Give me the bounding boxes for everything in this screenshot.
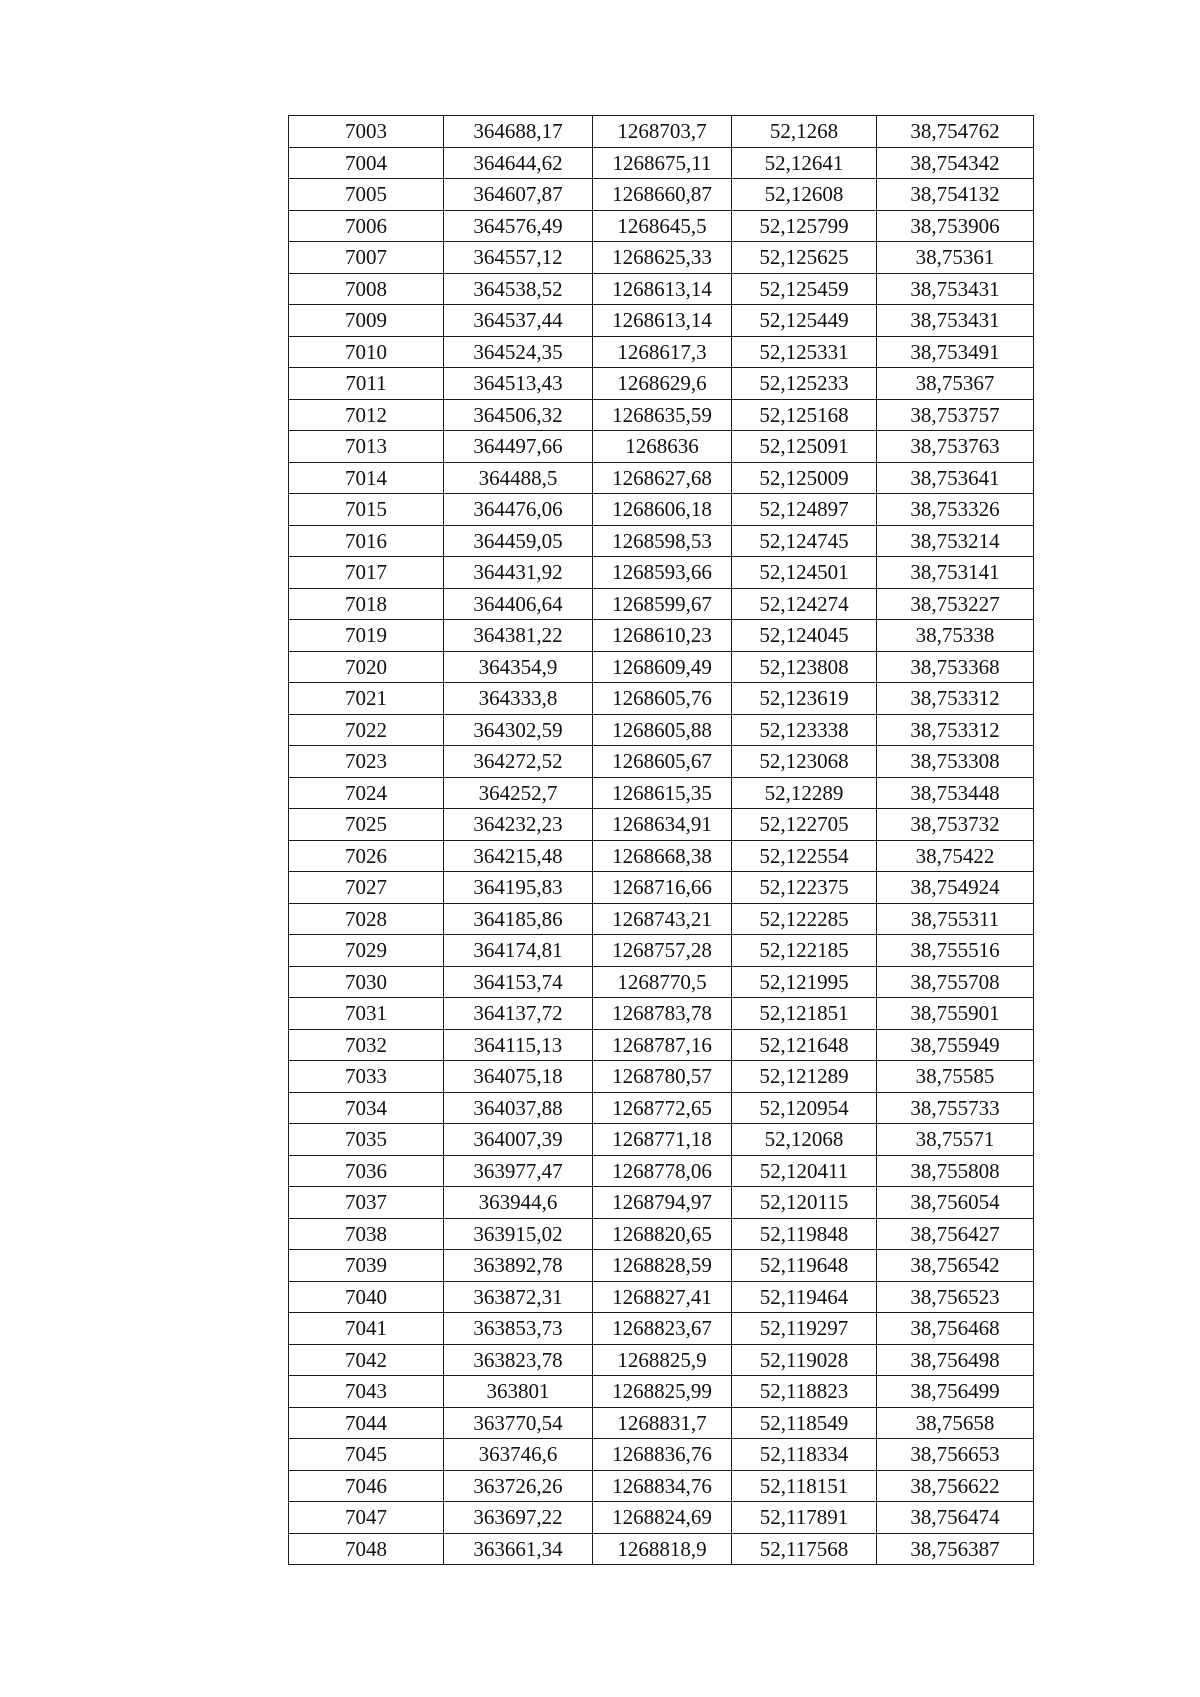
y-coordinate-cell: 1268609,49 [593,651,732,683]
y-coordinate-cell: 1268831,7 [593,1407,732,1439]
y-coordinate-cell: 1268593,66 [593,557,732,589]
point-number-cell: 7042 [289,1344,444,1376]
latitude-cell: 52,122554 [732,840,877,872]
longitude-cell: 38,756653 [877,1439,1034,1471]
longitude-cell: 38,753641 [877,462,1034,494]
y-coordinate-cell: 1268794,97 [593,1187,732,1219]
latitude-cell: 52,1268 [732,116,877,148]
longitude-cell: 38,754924 [877,872,1034,904]
longitude-cell: 38,753757 [877,399,1034,431]
latitude-cell: 52,121851 [732,998,877,1030]
table-row [289,1187,1034,1219]
table-row [289,1124,1034,1156]
table-row [289,1218,1034,1250]
y-coordinate-cell: 1268836,76 [593,1439,732,1471]
table-row [289,651,1034,683]
latitude-cell: 52,118823 [732,1376,877,1408]
longitude-cell: 38,753312 [877,683,1034,715]
table-row [289,147,1034,179]
point-number-cell: 7010 [289,336,444,368]
longitude-cell: 38,756427 [877,1218,1034,1250]
latitude-cell: 52,121995 [732,966,877,998]
y-coordinate-cell: 1268828,59 [593,1250,732,1282]
x-coordinate-cell: 364037,88 [444,1092,593,1124]
latitude-cell: 52,125459 [732,273,877,305]
latitude-cell: 52,125009 [732,462,877,494]
latitude-cell: 52,119464 [732,1281,877,1313]
y-coordinate-cell: 1268617,3 [593,336,732,368]
y-coordinate-cell: 1268635,59 [593,399,732,431]
x-coordinate-cell: 364576,49 [444,210,593,242]
latitude-cell: 52,125168 [732,399,877,431]
latitude-cell: 52,119028 [732,1344,877,1376]
x-coordinate-cell: 364431,92 [444,557,593,589]
latitude-cell: 52,117891 [732,1502,877,1534]
longitude-cell: 38,75338 [877,620,1034,652]
x-coordinate-cell: 364185,86 [444,903,593,935]
table-row [289,1155,1034,1187]
longitude-cell: 38,753141 [877,557,1034,589]
x-coordinate-cell: 363892,78 [444,1250,593,1282]
longitude-cell: 38,753906 [877,210,1034,242]
y-coordinate-cell: 1268818,9 [593,1533,732,1565]
longitude-cell: 38,753431 [877,273,1034,305]
longitude-cell: 38,755733 [877,1092,1034,1124]
x-coordinate-cell: 364406,64 [444,588,593,620]
table-row [289,966,1034,998]
point-number-cell: 7016 [289,525,444,557]
point-number-cell: 7024 [289,777,444,809]
x-coordinate-cell: 364524,35 [444,336,593,368]
y-coordinate-cell: 1268824,69 [593,1502,732,1534]
point-number-cell: 7006 [289,210,444,242]
x-coordinate-cell: 363697,22 [444,1502,593,1534]
point-number-cell: 7043 [289,1376,444,1408]
longitude-cell: 38,756523 [877,1281,1034,1313]
table-row [289,368,1034,400]
point-number-cell: 7038 [289,1218,444,1250]
x-coordinate-cell: 364137,72 [444,998,593,1030]
point-number-cell: 7032 [289,1029,444,1061]
point-number-cell: 7005 [289,179,444,211]
latitude-cell: 52,120411 [732,1155,877,1187]
longitude-cell: 38,75367 [877,368,1034,400]
table-row [289,777,1034,809]
table-row [289,1407,1034,1439]
latitude-cell: 52,124501 [732,557,877,589]
table-row [289,1376,1034,1408]
x-coordinate-cell: 363823,78 [444,1344,593,1376]
point-number-cell: 7045 [289,1439,444,1471]
latitude-cell: 52,125331 [732,336,877,368]
y-coordinate-cell: 1268606,18 [593,494,732,526]
point-number-cell: 7039 [289,1250,444,1282]
longitude-cell: 38,755949 [877,1029,1034,1061]
table-row [289,431,1034,463]
point-number-cell: 7037 [289,1187,444,1219]
y-coordinate-cell: 1268757,28 [593,935,732,967]
y-coordinate-cell: 1268625,33 [593,242,732,274]
x-coordinate-cell: 364252,7 [444,777,593,809]
point-number-cell: 7013 [289,431,444,463]
x-coordinate-cell: 364272,52 [444,746,593,778]
table-row [289,525,1034,557]
longitude-cell: 38,756387 [877,1533,1034,1565]
point-number-cell: 7041 [289,1313,444,1345]
y-coordinate-cell: 1268615,35 [593,777,732,809]
longitude-cell: 38,755516 [877,935,1034,967]
x-coordinate-cell: 363770,54 [444,1407,593,1439]
table-row [289,1313,1034,1345]
y-coordinate-cell: 1268778,06 [593,1155,732,1187]
longitude-cell: 38,755808 [877,1155,1034,1187]
longitude-cell: 38,753326 [877,494,1034,526]
y-coordinate-cell: 1268716,66 [593,872,732,904]
longitude-cell: 38,753368 [877,651,1034,683]
y-coordinate-cell: 1268613,14 [593,305,732,337]
table-row [289,1533,1034,1565]
y-coordinate-cell: 1268627,68 [593,462,732,494]
y-coordinate-cell: 1268610,23 [593,620,732,652]
longitude-cell: 38,75361 [877,242,1034,274]
longitude-cell: 38,756468 [877,1313,1034,1345]
table-row [289,620,1034,652]
latitude-cell: 52,125233 [732,368,877,400]
y-coordinate-cell: 1268605,67 [593,746,732,778]
table-row [289,494,1034,526]
table-row [289,714,1034,746]
point-number-cell: 7028 [289,903,444,935]
y-coordinate-cell: 1268660,87 [593,179,732,211]
y-coordinate-cell: 1268703,7 [593,116,732,148]
longitude-cell: 38,755708 [877,966,1034,998]
point-number-cell: 7012 [289,399,444,431]
point-number-cell: 7047 [289,1502,444,1534]
point-number-cell: 7025 [289,809,444,841]
point-number-cell: 7046 [289,1470,444,1502]
longitude-cell: 38,75585 [877,1061,1034,1093]
longitude-cell: 38,753763 [877,431,1034,463]
y-coordinate-cell: 1268743,21 [593,903,732,935]
x-coordinate-cell: 363872,31 [444,1281,593,1313]
x-coordinate-cell: 364333,8 [444,683,593,715]
point-number-cell: 7031 [289,998,444,1030]
table-row [289,116,1034,148]
point-number-cell: 7044 [289,1407,444,1439]
point-number-cell: 7020 [289,651,444,683]
table-row [289,1092,1034,1124]
y-coordinate-cell: 1268605,88 [593,714,732,746]
table-row [289,179,1034,211]
longitude-cell: 38,753448 [877,777,1034,809]
latitude-cell: 52,119848 [732,1218,877,1250]
latitude-cell: 52,122375 [732,872,877,904]
longitude-cell: 38,756622 [877,1470,1034,1502]
point-number-cell: 7007 [289,242,444,274]
x-coordinate-cell: 364115,13 [444,1029,593,1061]
longitude-cell: 38,756474 [877,1502,1034,1534]
x-coordinate-cell: 364488,5 [444,462,593,494]
x-coordinate-cell: 364459,05 [444,525,593,557]
latitude-cell: 52,120954 [732,1092,877,1124]
point-number-cell: 7026 [289,840,444,872]
longitude-cell: 38,754342 [877,147,1034,179]
table-row [289,1250,1034,1282]
y-coordinate-cell: 1268770,5 [593,966,732,998]
point-number-cell: 7015 [289,494,444,526]
y-coordinate-cell: 1268599,67 [593,588,732,620]
x-coordinate-cell: 364195,83 [444,872,593,904]
coordinates-table-body [289,116,1034,1565]
x-coordinate-cell: 363726,26 [444,1470,593,1502]
latitude-cell: 52,125449 [732,305,877,337]
x-coordinate-cell: 363853,73 [444,1313,593,1345]
longitude-cell: 38,756498 [877,1344,1034,1376]
point-number-cell: 7040 [289,1281,444,1313]
latitude-cell: 52,117568 [732,1533,877,1565]
x-coordinate-cell: 364688,17 [444,116,593,148]
longitude-cell: 38,756542 [877,1250,1034,1282]
table-row [289,462,1034,494]
longitude-cell: 38,755901 [877,998,1034,1030]
x-coordinate-cell: 363977,47 [444,1155,593,1187]
point-number-cell: 7033 [289,1061,444,1093]
coordinates-table [288,115,1034,1565]
x-coordinate-cell: 364557,12 [444,242,593,274]
table-row [289,336,1034,368]
y-coordinate-cell: 1268629,6 [593,368,732,400]
latitude-cell: 52,125091 [732,431,877,463]
table-row [289,588,1034,620]
longitude-cell: 38,756499 [877,1376,1034,1408]
longitude-cell: 38,753732 [877,809,1034,841]
x-coordinate-cell: 364538,52 [444,273,593,305]
y-coordinate-cell: 1268613,14 [593,273,732,305]
point-number-cell: 7034 [289,1092,444,1124]
point-number-cell: 7014 [289,462,444,494]
point-number-cell: 7048 [289,1533,444,1565]
x-coordinate-cell: 363944,6 [444,1187,593,1219]
table-row [289,210,1034,242]
y-coordinate-cell: 1268772,65 [593,1092,732,1124]
longitude-cell: 38,753431 [877,305,1034,337]
point-number-cell: 7009 [289,305,444,337]
table-row [289,1029,1034,1061]
latitude-cell: 52,123338 [732,714,877,746]
latitude-cell: 52,121648 [732,1029,877,1061]
latitude-cell: 52,118549 [732,1407,877,1439]
x-coordinate-cell: 364232,23 [444,809,593,841]
latitude-cell: 52,12641 [732,147,877,179]
point-number-cell: 7035 [289,1124,444,1156]
x-coordinate-cell: 364354,9 [444,651,593,683]
point-number-cell: 7023 [289,746,444,778]
y-coordinate-cell: 1268634,91 [593,809,732,841]
y-coordinate-cell: 1268783,78 [593,998,732,1030]
latitude-cell: 52,124274 [732,588,877,620]
latitude-cell: 52,122285 [732,903,877,935]
point-number-cell: 7017 [289,557,444,589]
latitude-cell: 52,120115 [732,1187,877,1219]
point-number-cell: 7011 [289,368,444,400]
y-coordinate-cell: 1268780,57 [593,1061,732,1093]
point-number-cell: 7019 [289,620,444,652]
point-number-cell: 7027 [289,872,444,904]
y-coordinate-cell: 1268825,99 [593,1376,732,1408]
table-row [289,872,1034,904]
table-row [289,746,1034,778]
latitude-cell: 52,119297 [732,1313,877,1345]
latitude-cell: 52,123808 [732,651,877,683]
x-coordinate-cell: 364513,43 [444,368,593,400]
longitude-cell: 38,753491 [877,336,1034,368]
point-number-cell: 7036 [289,1155,444,1187]
x-coordinate-cell: 364506,32 [444,399,593,431]
longitude-cell: 38,75422 [877,840,1034,872]
latitude-cell: 52,122705 [732,809,877,841]
x-coordinate-cell: 364174,81 [444,935,593,967]
point-number-cell: 7004 [289,147,444,179]
point-number-cell: 7003 [289,116,444,148]
x-coordinate-cell: 363746,6 [444,1439,593,1471]
y-coordinate-cell: 1268827,41 [593,1281,732,1313]
x-coordinate-cell: 363915,02 [444,1218,593,1250]
point-number-cell: 7008 [289,273,444,305]
table-row [289,935,1034,967]
table-row [289,242,1034,274]
x-coordinate-cell: 364153,74 [444,966,593,998]
table-row [289,809,1034,841]
x-coordinate-cell: 364607,87 [444,179,593,211]
longitude-cell: 38,753214 [877,525,1034,557]
x-coordinate-cell: 364644,62 [444,147,593,179]
table-row [289,1439,1034,1471]
table-row [289,1281,1034,1313]
longitude-cell: 38,753308 [877,746,1034,778]
table-row [289,1061,1034,1093]
y-coordinate-cell: 1268675,11 [593,147,732,179]
latitude-cell: 52,124897 [732,494,877,526]
latitude-cell: 52,122185 [732,935,877,967]
y-coordinate-cell: 1268636 [593,431,732,463]
y-coordinate-cell: 1268834,76 [593,1470,732,1502]
longitude-cell: 38,75571 [877,1124,1034,1156]
longitude-cell: 38,755311 [877,903,1034,935]
longitude-cell: 38,754132 [877,179,1034,211]
latitude-cell: 52,118334 [732,1439,877,1471]
y-coordinate-cell: 1268598,53 [593,525,732,557]
longitude-cell: 38,754762 [877,116,1034,148]
table-row [289,840,1034,872]
y-coordinate-cell: 1268823,67 [593,1313,732,1345]
x-coordinate-cell: 364215,48 [444,840,593,872]
y-coordinate-cell: 1268771,18 [593,1124,732,1156]
x-coordinate-cell: 364381,22 [444,620,593,652]
table-row [289,1470,1034,1502]
x-coordinate-cell: 364497,66 [444,431,593,463]
y-coordinate-cell: 1268820,65 [593,1218,732,1250]
latitude-cell: 52,124745 [732,525,877,557]
y-coordinate-cell: 1268668,38 [593,840,732,872]
longitude-cell: 38,753312 [877,714,1034,746]
point-number-cell: 7022 [289,714,444,746]
point-number-cell: 7021 [289,683,444,715]
y-coordinate-cell: 1268787,16 [593,1029,732,1061]
latitude-cell: 52,123619 [732,683,877,715]
y-coordinate-cell: 1268645,5 [593,210,732,242]
point-number-cell: 7030 [289,966,444,998]
table-row [289,683,1034,715]
latitude-cell: 52,12068 [732,1124,877,1156]
x-coordinate-cell: 364075,18 [444,1061,593,1093]
latitude-cell: 52,123068 [732,746,877,778]
point-number-cell: 7018 [289,588,444,620]
table-row [289,1502,1034,1534]
x-coordinate-cell: 363801 [444,1376,593,1408]
latitude-cell: 52,124045 [732,620,877,652]
latitude-cell: 52,125625 [732,242,877,274]
latitude-cell: 52,121289 [732,1061,877,1093]
latitude-cell: 52,118151 [732,1470,877,1502]
latitude-cell: 52,125799 [732,210,877,242]
x-coordinate-cell: 364302,59 [444,714,593,746]
longitude-cell: 38,753227 [877,588,1034,620]
latitude-cell: 52,119648 [732,1250,877,1282]
x-coordinate-cell: 364537,44 [444,305,593,337]
table-row [289,399,1034,431]
point-number-cell: 7029 [289,935,444,967]
latitude-cell: 52,12289 [732,777,877,809]
table-row [289,903,1034,935]
latitude-cell: 52,12608 [732,179,877,211]
longitude-cell: 38,756054 [877,1187,1034,1219]
table-row [289,273,1034,305]
y-coordinate-cell: 1268825,9 [593,1344,732,1376]
table-row [289,557,1034,589]
table-row [289,305,1034,337]
longitude-cell: 38,75658 [877,1407,1034,1439]
table-row [289,1344,1034,1376]
y-coordinate-cell: 1268605,76 [593,683,732,715]
table-row [289,998,1034,1030]
x-coordinate-cell: 363661,34 [444,1533,593,1565]
x-coordinate-cell: 364476,06 [444,494,593,526]
x-coordinate-cell: 364007,39 [444,1124,593,1156]
